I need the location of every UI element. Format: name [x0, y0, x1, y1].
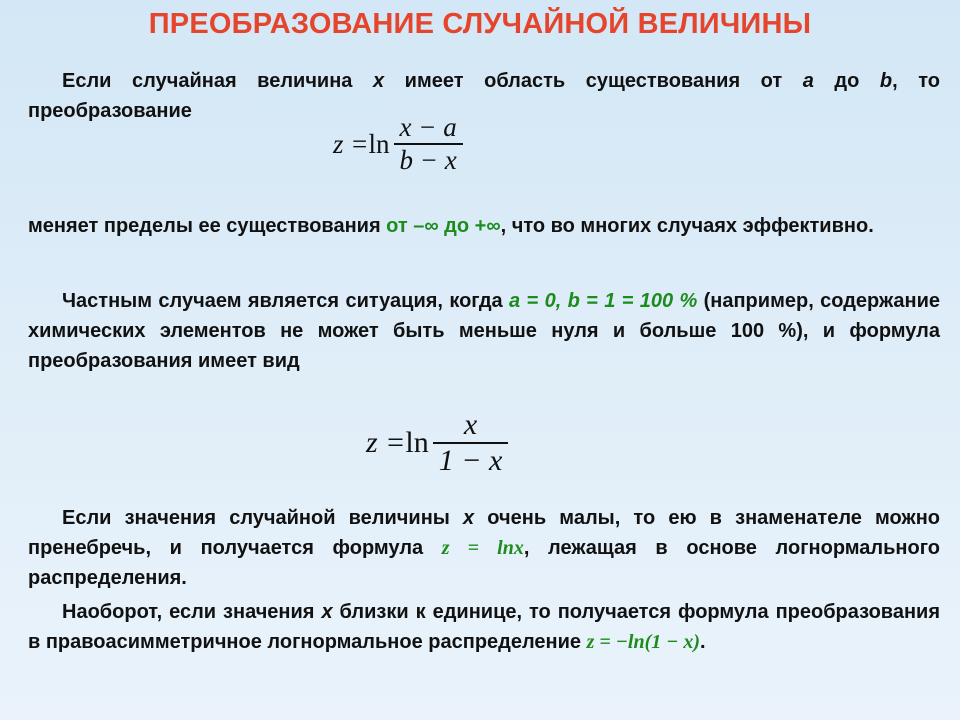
text: , лежащая в основе логнормального распределения. [28, 537, 941, 589]
paragraph-domain [28, 66, 940, 126]
text: очень малы, то ею в знаменателе можно пренебречь, и получается формула [28, 507, 940, 559]
text: близки к единице, то получается формула преобразования в правоасимметричное логнормальное распределение [28, 601, 941, 653]
fraction [433, 408, 509, 478]
text: имеет область существования от [384, 70, 803, 92]
denominator: b − x [399, 145, 457, 175]
paragraph-near-one [28, 597, 940, 657]
text: Если значения случайной величины [62, 507, 464, 529]
paragraph-small-values [28, 503, 940, 593]
text: , то преобразование [28, 70, 940, 122]
formula-lhs: z = [366, 426, 406, 459]
formula-ln: ln [405, 426, 429, 459]
text: меняет пределы ее существования [28, 215, 387, 237]
formula-inline-neg-ln: z = −ln(1 − x) [586, 631, 701, 653]
variable-x: x [373, 70, 385, 92]
variable-a: a [802, 70, 814, 92]
slide-title: ПРЕОБРАЗОВАНИЕ СЛУЧАЙНОЙ ВЕЛИЧИНЫ [148, 8, 812, 40]
text: (например, содержание химических элементов не может быть меньше нуля и больше 100 %), и формула преобразования имеет вид [28, 290, 941, 372]
variable-b: b [879, 70, 893, 92]
range-highlight: от –∞ до +∞ [386, 215, 501, 237]
fraction [394, 112, 463, 176]
variable-x: x [321, 601, 333, 623]
text: Частным случаем является ситуация, когда [62, 290, 510, 312]
text: Если случайная величина [62, 70, 373, 92]
denominator: 1 − x [438, 444, 503, 477]
text: . [700, 631, 706, 653]
numerator: x − a [399, 112, 457, 142]
formula-inline-lnx: z = lnx [441, 537, 524, 559]
condition-highlight: a = 0, b = 1 = 100 % [509, 290, 698, 312]
formula-ln: ln [368, 128, 390, 159]
text: Наоборот, если значения [62, 601, 322, 623]
formula-log-ratio [333, 112, 463, 176]
numerator: x [463, 408, 478, 441]
variable-x: x [463, 507, 475, 529]
text: до [813, 70, 880, 92]
formula-lhs: z = [333, 128, 369, 159]
paragraph-special-case [28, 286, 940, 376]
formula-logit [366, 408, 508, 478]
text: , что во многих случаях эффективно. [500, 215, 874, 237]
paragraph-limits [28, 211, 940, 241]
